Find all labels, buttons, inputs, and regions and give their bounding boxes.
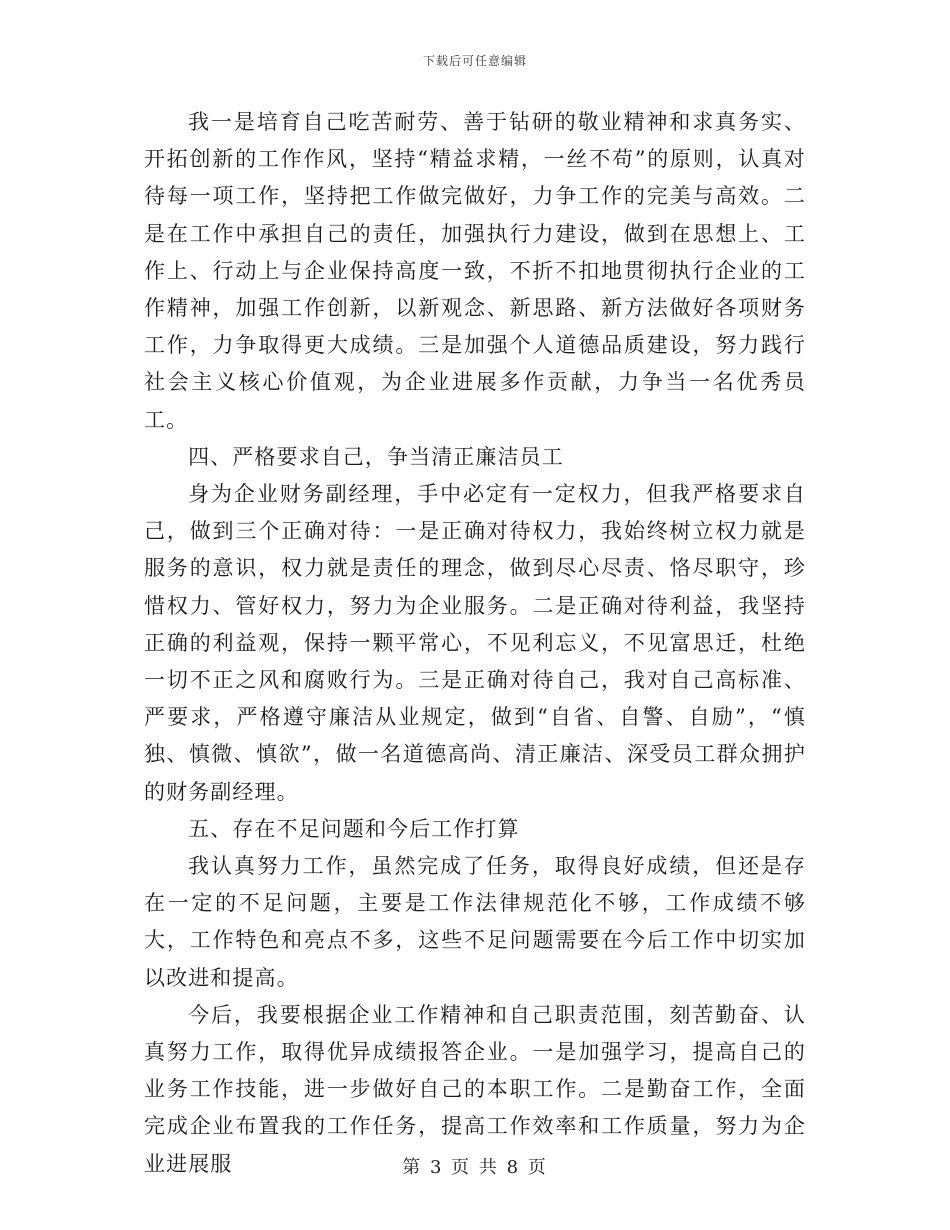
body-paragraph: 今后，我要根据企业工作精神和自己职责范围，刻苦勤奋、认真努力工作，取得优异成绩报答企业。一是加强学习，提高自己的业务工作技能，进一步做好自己的本职工作。二是勤奋工作，全面完成企业布置我的工作任务，提高工作效率和工作质量，努力为企业进展服 <box>144 1002 806 1176</box>
page-number-footer: 第 3 页 共 8 页 <box>402 1157 548 1178</box>
page-header-note: 下载后可任意编辑 <box>422 54 527 68</box>
body-paragraph: 我认真努力工作，虽然完成了任务，取得良好成绩，但还是存在一定的不足问题，主要是工作法律规范化不够，工作成绩不够大，工作特色和亮点不多，这些不足问题需要在今后工作中切实加以改进和提高。 <box>144 854 806 990</box>
section-heading-5: 五、存在不足问题和今后工作打算 <box>188 816 520 841</box>
body-paragraph: 身为企业财务副经理，手中必定有一定权力，但我严格要求自己，做到三个正确对待：一是正确对待权力，我始终树立权力就是服务的意识，权力就是责任的理念，做到尽心尽责、恪尽职守，珍惜权力、管好权力，努力为企业服务。二是正确对待利益，我坚持正确的利益观，保持一颗平常心，不见利忘义，不见富思迁，杜绝一切不正之风和腐败行为。三是正确对待自己，我对自己高标准、严要求，严格遵守廉洁从业规定，做到“自省、自警、自励”，“慎独、慎微、慎欲”，做一名道德高尚、清正廉洁、深受员工群众拥护的财务副经理。 <box>144 482 806 804</box>
body-paragraph: 我一是培育自己吃苦耐劳、善于钻研的敬业精神和求真务实、开拓创新的工作作风，坚持“精益求精，一丝不苟”的原则，认真对待每一项工作，坚持把工作做完做好，力争工作的完美与高效。二是在工作中承担自己的责任，加强执行力建设，做到在思想上、工作上、行动上与企业保持高度一致，不折不扣地贯彻执行企业的工作精神，加强工作创新，以新观念、新思路、新方法做好各项财务工作，力争取得更大成绩。三是加强个人道德品质建设，努力践行社会主义核心价值观，为企业进展多作贡献，力争当一名优秀员工。 <box>144 110 806 432</box>
document-body <box>144 104 806 1183</box>
section-heading-4: 四、严格要求自己，争当清正廉洁员工 <box>188 444 564 469</box>
